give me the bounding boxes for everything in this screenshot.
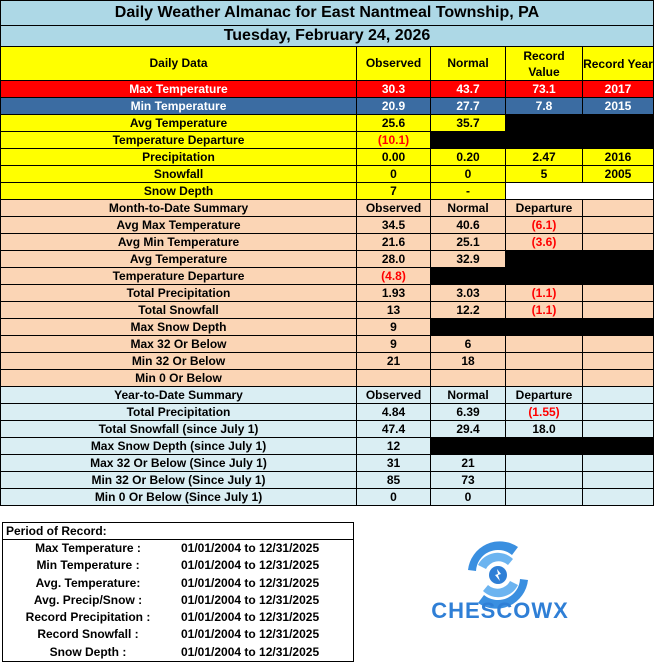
normal-value: 0 [431,166,506,183]
blank-cell [506,455,583,472]
normal-value: 40.6 [431,217,506,234]
row-label: Avg Min Temperature [1,234,357,251]
blank-cell [431,268,654,285]
daily-row-precip [1,149,654,166]
normal-value: 43.7 [431,81,506,98]
observed-value [357,370,431,387]
observed-value: 0 [357,489,431,506]
por-row [3,626,353,643]
normal-value: 6.39 [431,404,506,421]
normal-value: 0.20 [431,149,506,166]
por-range: 01/01/2004 to 12/31/2025 [181,575,320,590]
record-year: 2017 [583,81,654,98]
observed-value: 0.00 [357,149,431,166]
normal-value: 6 [431,336,506,353]
normal-value: - [431,183,506,200]
ytd-header [1,387,654,404]
departure-value: (1.1) [506,302,583,319]
por-row [3,557,353,574]
blank-cell [583,370,654,387]
normal-value: 25.1 [431,234,506,251]
blank-cell [583,421,654,438]
mtd-header [1,200,654,217]
blank-cell [506,370,583,387]
daily-header-normal: Normal [431,47,506,81]
row-label: Avg Temperature [1,251,357,268]
observed-value: 12 [357,438,431,455]
observed-value: 34.5 [357,217,431,234]
blank-cell [506,489,583,506]
mtd-row-max-32 [1,336,654,353]
row-label: Total Precipitation [1,404,357,421]
blank-cell [583,285,654,302]
por-label: Max Temperature : [35,541,141,555]
observed-value: 9 [357,319,431,336]
row-label: Precipitation [1,149,357,166]
mtd-header-label: Month-to-Date Summary [1,200,357,217]
mtd-row-min-0 [1,370,654,387]
observed-value: 30.3 [357,81,431,98]
row-label: Total Snowfall (since July 1) [1,421,357,438]
por-range: 01/01/2004 to 12/31/2025 [181,592,320,607]
row-label: Min 0 Or Below [1,370,357,387]
daily-row-max-temp [1,81,654,98]
blank-cell [583,217,654,234]
normal-value: 73 [431,472,506,489]
ytd-header-observed: Observed [357,387,431,404]
normal-value: 12.2 [431,302,506,319]
observed-value: 25.6 [357,115,431,132]
daily-row-temp-departure [1,132,654,149]
por-label: Min Temperature : [36,558,140,573]
departure-value: (1.1) [506,285,583,302]
row-label: Snowfall [1,166,357,183]
row-label: Max 32 Or Below (Since July 1) [1,455,357,472]
period-of-record-heading: Period of Record: [3,523,353,540]
por-label: Snow Depth : [49,644,127,659]
blank-cell [431,438,654,455]
por-range: 01/01/2004 to 12/31/2025 [181,627,320,642]
mtd-row-min-32 [1,353,654,370]
blank-cell [583,302,654,319]
row-label: Min 0 Or Below (Since July 1) [1,489,357,506]
observed-value: 28.0 [357,251,431,268]
blank-cell [583,200,654,217]
ytd-row-max-snow-depth [1,438,654,455]
blank-cell [583,387,654,404]
ytd-header-normal: Normal [431,387,506,404]
por-label: Record Precipitation : [25,610,151,625]
row-label: Total Precipitation [1,285,357,302]
blank-cell [431,370,506,387]
row-label: Temperature Departure [1,132,357,149]
blank-cell [583,234,654,251]
observed-value: 13 [357,302,431,319]
por-row [3,644,353,661]
blank-cell [583,455,654,472]
blank-cell [506,251,654,268]
por-range: 01/01/2004 to 12/31/2025 [181,644,320,659]
ytd-row-min-0 [1,489,654,506]
observed-value: 21 [357,353,431,370]
blank-cell [583,336,654,353]
record-year: 2005 [583,166,654,183]
ytd-row-total-snowfall [1,421,654,438]
por-range: 01/01/2004 to 12/31/2025 [181,558,320,573]
departure-value: (3.6) [506,234,583,251]
por-label: Avg. Temperature: [35,575,141,590]
record-year: 2015 [583,98,654,115]
logo-text: CHESCOWX [431,598,569,623]
ytd-row-min-32 [1,472,654,489]
blank-cell [506,183,654,200]
daily-header-label: Daily Data [1,47,357,81]
por-range: 01/01/2004 to 12/31/2025 [181,541,320,555]
row-label: Temperature Departure [1,268,357,285]
record-value: 2.47 [506,149,583,166]
row-label: Total Snowfall [1,302,357,319]
row-label: Min 32 Or Below [1,353,357,370]
almanac-date: Tuesday, February 24, 2026 [1,26,654,47]
mtd-row-avg-min [1,234,654,251]
period-of-record-box [2,522,354,662]
chescowx-logo-icon [398,540,598,640]
ytd-row-max-32 [1,455,654,472]
normal-value: 18 [431,353,506,370]
row-label: Min Temperature [1,98,357,115]
departure-value: (1.55) [506,404,583,421]
por-range: 01/01/2004 to 12/31/2025 [181,610,320,625]
por-label: Record Snowfall : [37,627,139,642]
observed-value: (10.1) [357,132,431,149]
record-year: 2016 [583,149,654,166]
blank-cell [583,489,654,506]
record-value: 7.8 [506,98,583,115]
blank-cell [431,319,654,336]
row-label: Max Snow Depth [1,319,357,336]
daily-row-avg-temp [1,115,654,132]
almanac-title: Daily Weather Almanac for East Nantmeal Township, PA [1,1,654,26]
observed-value: 47.4 [357,421,431,438]
mtd-row-total-precip [1,285,654,302]
ytd-header-departure: Departure [506,387,583,404]
normal-value: 3.03 [431,285,506,302]
blank-cell [506,336,583,353]
normal-value: 29.4 [431,421,506,438]
blank-cell [506,115,654,132]
row-label: Max Snow Depth (since July 1) [1,438,357,455]
blank-cell [583,404,654,421]
daily-header-record: Record Value [506,47,583,81]
row-label: Max Temperature [1,81,357,98]
observed-value: 1.93 [357,285,431,302]
blank-cell [506,353,583,370]
daily-header-year: Record Year [583,47,654,81]
observed-value: (4.8) [357,268,431,285]
por-row [3,609,353,626]
normal-value: 0 [431,489,506,506]
blank-cell [583,353,654,370]
row-label: Max 32 Or Below [1,336,357,353]
observed-value: 21.6 [357,234,431,251]
mtd-row-temp-departure [1,268,654,285]
blank-cell [431,132,654,149]
mtd-row-max-snow-depth [1,319,654,336]
record-value: 73.1 [506,81,583,98]
row-label: Avg Max Temperature [1,217,357,234]
mtd-row-avg-temp [1,251,654,268]
daily-header-observed: Observed [357,47,431,81]
normal-value: 27.7 [431,98,506,115]
por-row [3,592,353,609]
normal-value: 21 [431,455,506,472]
observed-value: 85 [357,472,431,489]
mtd-header-observed: Observed [357,200,431,217]
observed-value: 4.84 [357,404,431,421]
por-row [3,540,353,557]
observed-value: 20.9 [357,98,431,115]
row-label: Min 32 Or Below (Since July 1) [1,472,357,489]
daily-row-snow-depth [1,183,654,200]
observed-value: 7 [357,183,431,200]
observed-value: 0 [357,166,431,183]
por-row [3,575,353,592]
observed-value: 31 [357,455,431,472]
ytd-header-label: Year-to-Date Summary [1,387,357,404]
mtd-row-total-snowfall [1,302,654,319]
daily-row-snowfall [1,166,654,183]
normal-value: 35.7 [431,115,506,132]
mtd-header-departure: Departure [506,200,583,217]
departure-value: (6.1) [506,217,583,234]
mtd-row-avg-max [1,217,654,234]
blank-cell [506,472,583,489]
normal-value: 32.9 [431,251,506,268]
row-label: Avg Temperature [1,115,357,132]
observed-value: 9 [357,336,431,353]
mtd-header-normal: Normal [431,200,506,217]
daily-row-min-temp [1,98,654,115]
ytd-row-total-precip [1,404,654,421]
departure-value: 18.0 [506,421,583,438]
por-label: Avg. Precip/Snow : [33,592,143,607]
row-label: Snow Depth [1,183,357,200]
blank-cell [583,472,654,489]
record-value: 5 [506,166,583,183]
